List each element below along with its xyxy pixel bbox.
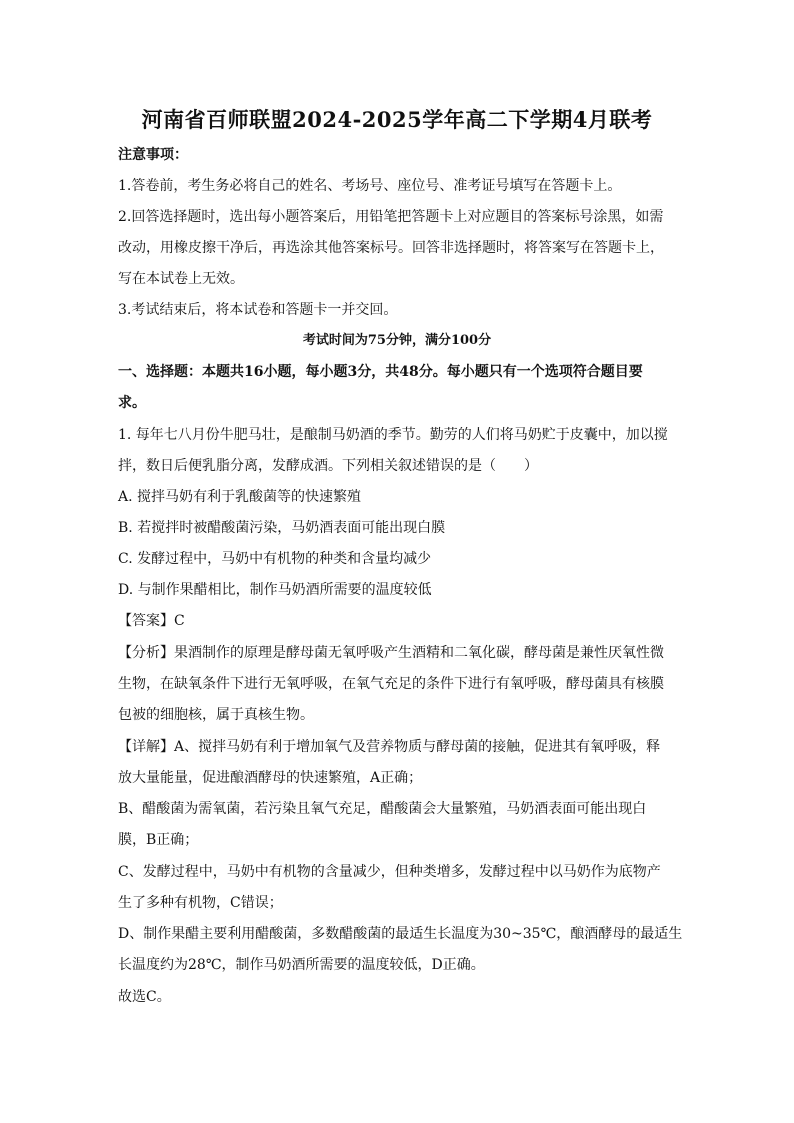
notice-item: 2.回答选择题时，选出每小题答案后，用铅笔把答题卡上对应题目的答案标号涂黑，如需 [118,209,664,225]
notice-item: 1.答卷前，考生务必将自己的姓名、考场号、座位号、准考证号填写在答题卡上。 [118,178,622,194]
detail-text: D、制作果醋主要利用醋酸菌，多数醋酸菌的最适生长温度为30~35℃，酿酒酵母的最适生 [118,926,683,942]
question-text: 1. 每年七八月份牛肥马壮，是酿制马奶酒的季节。勤劳的人们将马奶贮于皮囊中，加以搅 [118,427,668,443]
option-d: D. 与制作果醋相比，制作马奶酒所需要的温度较低 [118,582,432,598]
detail-text: 故选C。 [118,989,171,1005]
detail-text: 长温度约为28℃，制作马奶酒所需要的温度较低，D正确。 [118,957,485,973]
option-c: C. 发酵过程中，马奶中有机物的种类和含量均减少 [118,551,432,567]
detail-text: 生了多种有机物，C错误； [118,895,283,911]
detail-text: C、发酵过程中，马奶中有机物的含量减少，但种类增多，发酵过程中以马奶作为底物产 [118,864,661,880]
detail-text: 放大量能量，促进酿酒酵母的快速繁殖，A正确； [118,770,423,786]
detail-text: 【详解】A、搅拌马奶有利于增加氧气及营养物质与酵母菌的接触，促进其有氧呼吸，释 [118,739,661,755]
section-heading: 一、选择题：本题共16小题，每小题3分，共48分。每小题只有一个选项符合题目要 [118,364,643,380]
section-heading-cont: 求。 [118,395,146,411]
detail-text: 膜，B正确； [118,832,199,848]
notice-item: 改动，用橡皮擦干净后，再选涂其他答案标号。回答非选择题时，将答案写在答题卡上， [118,240,664,256]
document-title: 河南省百师联盟2024-2025学年高二下学期4月联考 [141,107,653,132]
detail-text: B、醋酸菌为需氧菌，若污染且氧气充足，醋酸菌会大量繁殖，马奶酒表面可能出现白 [118,801,647,817]
question-text: 拌，数日后便乳脂分离，发酵成酒。下列相关叙述错误的是（ ） [118,458,538,474]
analysis-text: 【分析】果酒制作的原理是酵母菌无氧呼吸产生酒精和二氧化碳，酵母菌是兼性厌氧性微 [118,645,664,661]
option-a: A. 搅拌马奶有利于乳酸菌等的快速繁殖 [118,489,362,505]
answer: 【答案】C [118,613,185,629]
exam-info: 考试时间为75分钟，满分100分 [302,333,492,348]
notice-item: 3.考试结束后，将本试卷和答题卡一并交回。 [118,302,398,318]
notice-item: 写在本试卷上无效。 [118,271,244,287]
analysis-text: 生物，在缺氧条件下进行无氧呼吸，在氧气充足的条件下进行有氧呼吸，酵母菌具有核膜 [118,676,664,692]
notice-heading: 注意事项： [118,147,188,163]
analysis-text: 包被的细胞核，属于真核生物。 [118,707,314,723]
option-b: B. 若搅拌时被醋酸菌污染，马奶酒表面可能出现白膜 [118,520,446,536]
